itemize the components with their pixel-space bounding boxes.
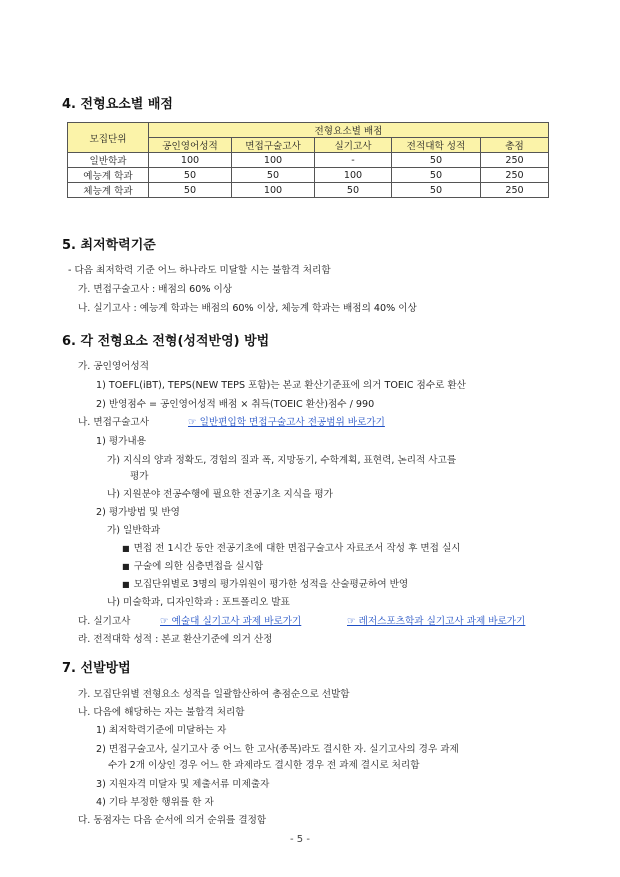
row-name: 일반학과 <box>68 153 149 168</box>
table-cell: 100 <box>149 153 232 168</box>
s7-n4: 4) 기타 부정한 행위를 한 자 <box>96 797 214 808</box>
s6-na1-na: 나) 지원분야 전공수행에 필요한 전공기초 지식을 평가 <box>107 489 333 500</box>
table-cell: 50 <box>149 183 232 198</box>
table-cell: 100 <box>232 183 315 198</box>
table-cell: 250 <box>481 183 549 198</box>
s7-n2: 2) 면접구술고사, 실기고사 중 어느 한 고사(종목)라도 결시한 자. 실기고사의 경우 과제 <box>96 744 459 755</box>
s7-n3: 3) 지원자격 미달자 및 제출서류 미제출자 <box>96 779 270 790</box>
table-row <box>68 168 549 183</box>
bullet-text: 구술에 의한 심층면접을 실시함 <box>133 561 264 572</box>
group-header: 전형요소별 배점 <box>149 123 549 138</box>
s7-na: 나. 다음에 해당하는 자는 불합격 처리함 <box>78 707 245 718</box>
list-item <box>122 576 408 590</box>
table-cell: 100 <box>232 153 315 168</box>
row-name: 체능계 학과 <box>68 183 149 198</box>
s6-da: 다. 실기고사 <box>78 616 131 627</box>
s5-item: 나. 실기고사 : 예능계 학과는 배점의 60% 이상, 체능계 학과는 배점의 40% 이상 <box>78 303 417 314</box>
list-item <box>122 558 263 572</box>
s7-ga: 가. 모집단위별 전형요소 성적을 일괄합산하여 총점순으로 선발함 <box>78 689 350 700</box>
s6-na: 나. 면접구술고사 <box>78 417 149 428</box>
unit-header: 모집단위 <box>68 123 149 153</box>
table-cell: 250 <box>481 168 549 183</box>
col-header: 면접구술고사 <box>232 138 315 153</box>
col-header: 실기고사 <box>315 138 392 153</box>
table-cell: 50 <box>232 168 315 183</box>
s6-na1-ga: 가) 지식의 양과 정확도, 경험의 질과 폭, 지망동기, 수학계획, 표현력, 논리적 사고를 <box>107 455 457 466</box>
square-bullet-icon: ■ <box>122 562 130 571</box>
s6-ga1: 1) TOEFL(iBT), TEPS(NEW TEPS 포함)는 본교 환산기준표에 의거 TOEIC 점수로 환산 <box>96 380 466 391</box>
col-header: 전적대학 성적 <box>392 138 481 153</box>
s7-n2-cont: 수가 2개 이상인 경우 어느 한 과제라도 결시한 경우 전 과제 결시로 처리함 <box>108 760 420 771</box>
page-number: - 5 - <box>290 834 310 845</box>
col-header: 총점 <box>481 138 549 153</box>
s6-na2-na: 나) 미술학과, 디자인학과 : 포트폴리오 발표 <box>107 597 290 608</box>
table-cell: - <box>315 153 392 168</box>
col-header: 공인영어성적 <box>149 138 232 153</box>
list-item <box>122 540 461 554</box>
section-4-heading: 4. 전형요소별 배점 <box>62 97 173 112</box>
interview-scope-link[interactable]: ☞ 일반편입학 면접구술고사 전공범위 바로가기 <box>188 417 385 428</box>
table-row <box>68 153 549 168</box>
table-row <box>68 183 549 198</box>
table-cell: 250 <box>481 153 549 168</box>
s6-na2-ga: 가) 일반학과 <box>107 525 161 536</box>
table-cell: 50 <box>392 183 481 198</box>
s5-intro: - 다음 최저학력 기준 어느 하나라도 미달할 시는 불합격 처리함 <box>68 265 331 276</box>
square-bullet-icon: ■ <box>122 580 130 589</box>
s7-n1: 1) 최저학력기준에 미달하는 자 <box>96 725 227 736</box>
score-table <box>67 122 549 198</box>
table-cell: 100 <box>315 168 392 183</box>
s6-ga: 가. 공인영어성적 <box>78 361 149 372</box>
section-6-heading: 6. 각 전형요소 전형(성적반영) 방법 <box>62 334 270 349</box>
s7-da: 다. 동점자는 다음 순서에 의거 순위를 결정함 <box>78 815 267 826</box>
s5-item: 가. 면접구술고사 : 배점의 60% 이상 <box>78 284 233 295</box>
square-bullet-icon: ■ <box>122 544 130 553</box>
s6-na1-ga-cont: 평가 <box>130 471 149 482</box>
s6-ga2: 2) 반영점수 = 공인영어성적 배점 × 취득(TOEIC 환산)점수 / 990 <box>96 399 375 410</box>
table-cell: 50 <box>392 153 481 168</box>
leisure-sports-practical-link[interactable]: ☞ 레저스포츠학과 실기고사 과제 바로가기 <box>347 616 526 627</box>
table-cell: 50 <box>315 183 392 198</box>
table-cell: 50 <box>392 168 481 183</box>
s6-na2: 2) 평가방법 및 반영 <box>96 507 180 518</box>
arts-practical-link[interactable]: ☞ 예술대 실기고사 과제 바로가기 <box>160 616 302 627</box>
bullet-text: 면접 전 1시간 동안 전공기초에 대한 면접구술고사 자료조서 작성 후 면접 실시 <box>133 543 461 554</box>
s6-ra: 라. 전적대학 성적 : 본교 환산기준에 의거 산정 <box>78 634 273 645</box>
row-name: 예능계 학과 <box>68 168 149 183</box>
table-cell: 50 <box>149 168 232 183</box>
bullet-text: 모집단위별로 3명의 평가위원이 평가한 성적을 산술평균하여 반영 <box>133 579 409 590</box>
section-7-heading: 7. 선발방법 <box>62 661 131 676</box>
section-5-heading: 5. 최저학력기준 <box>62 238 156 253</box>
s6-na1: 1) 평가내용 <box>96 436 146 447</box>
